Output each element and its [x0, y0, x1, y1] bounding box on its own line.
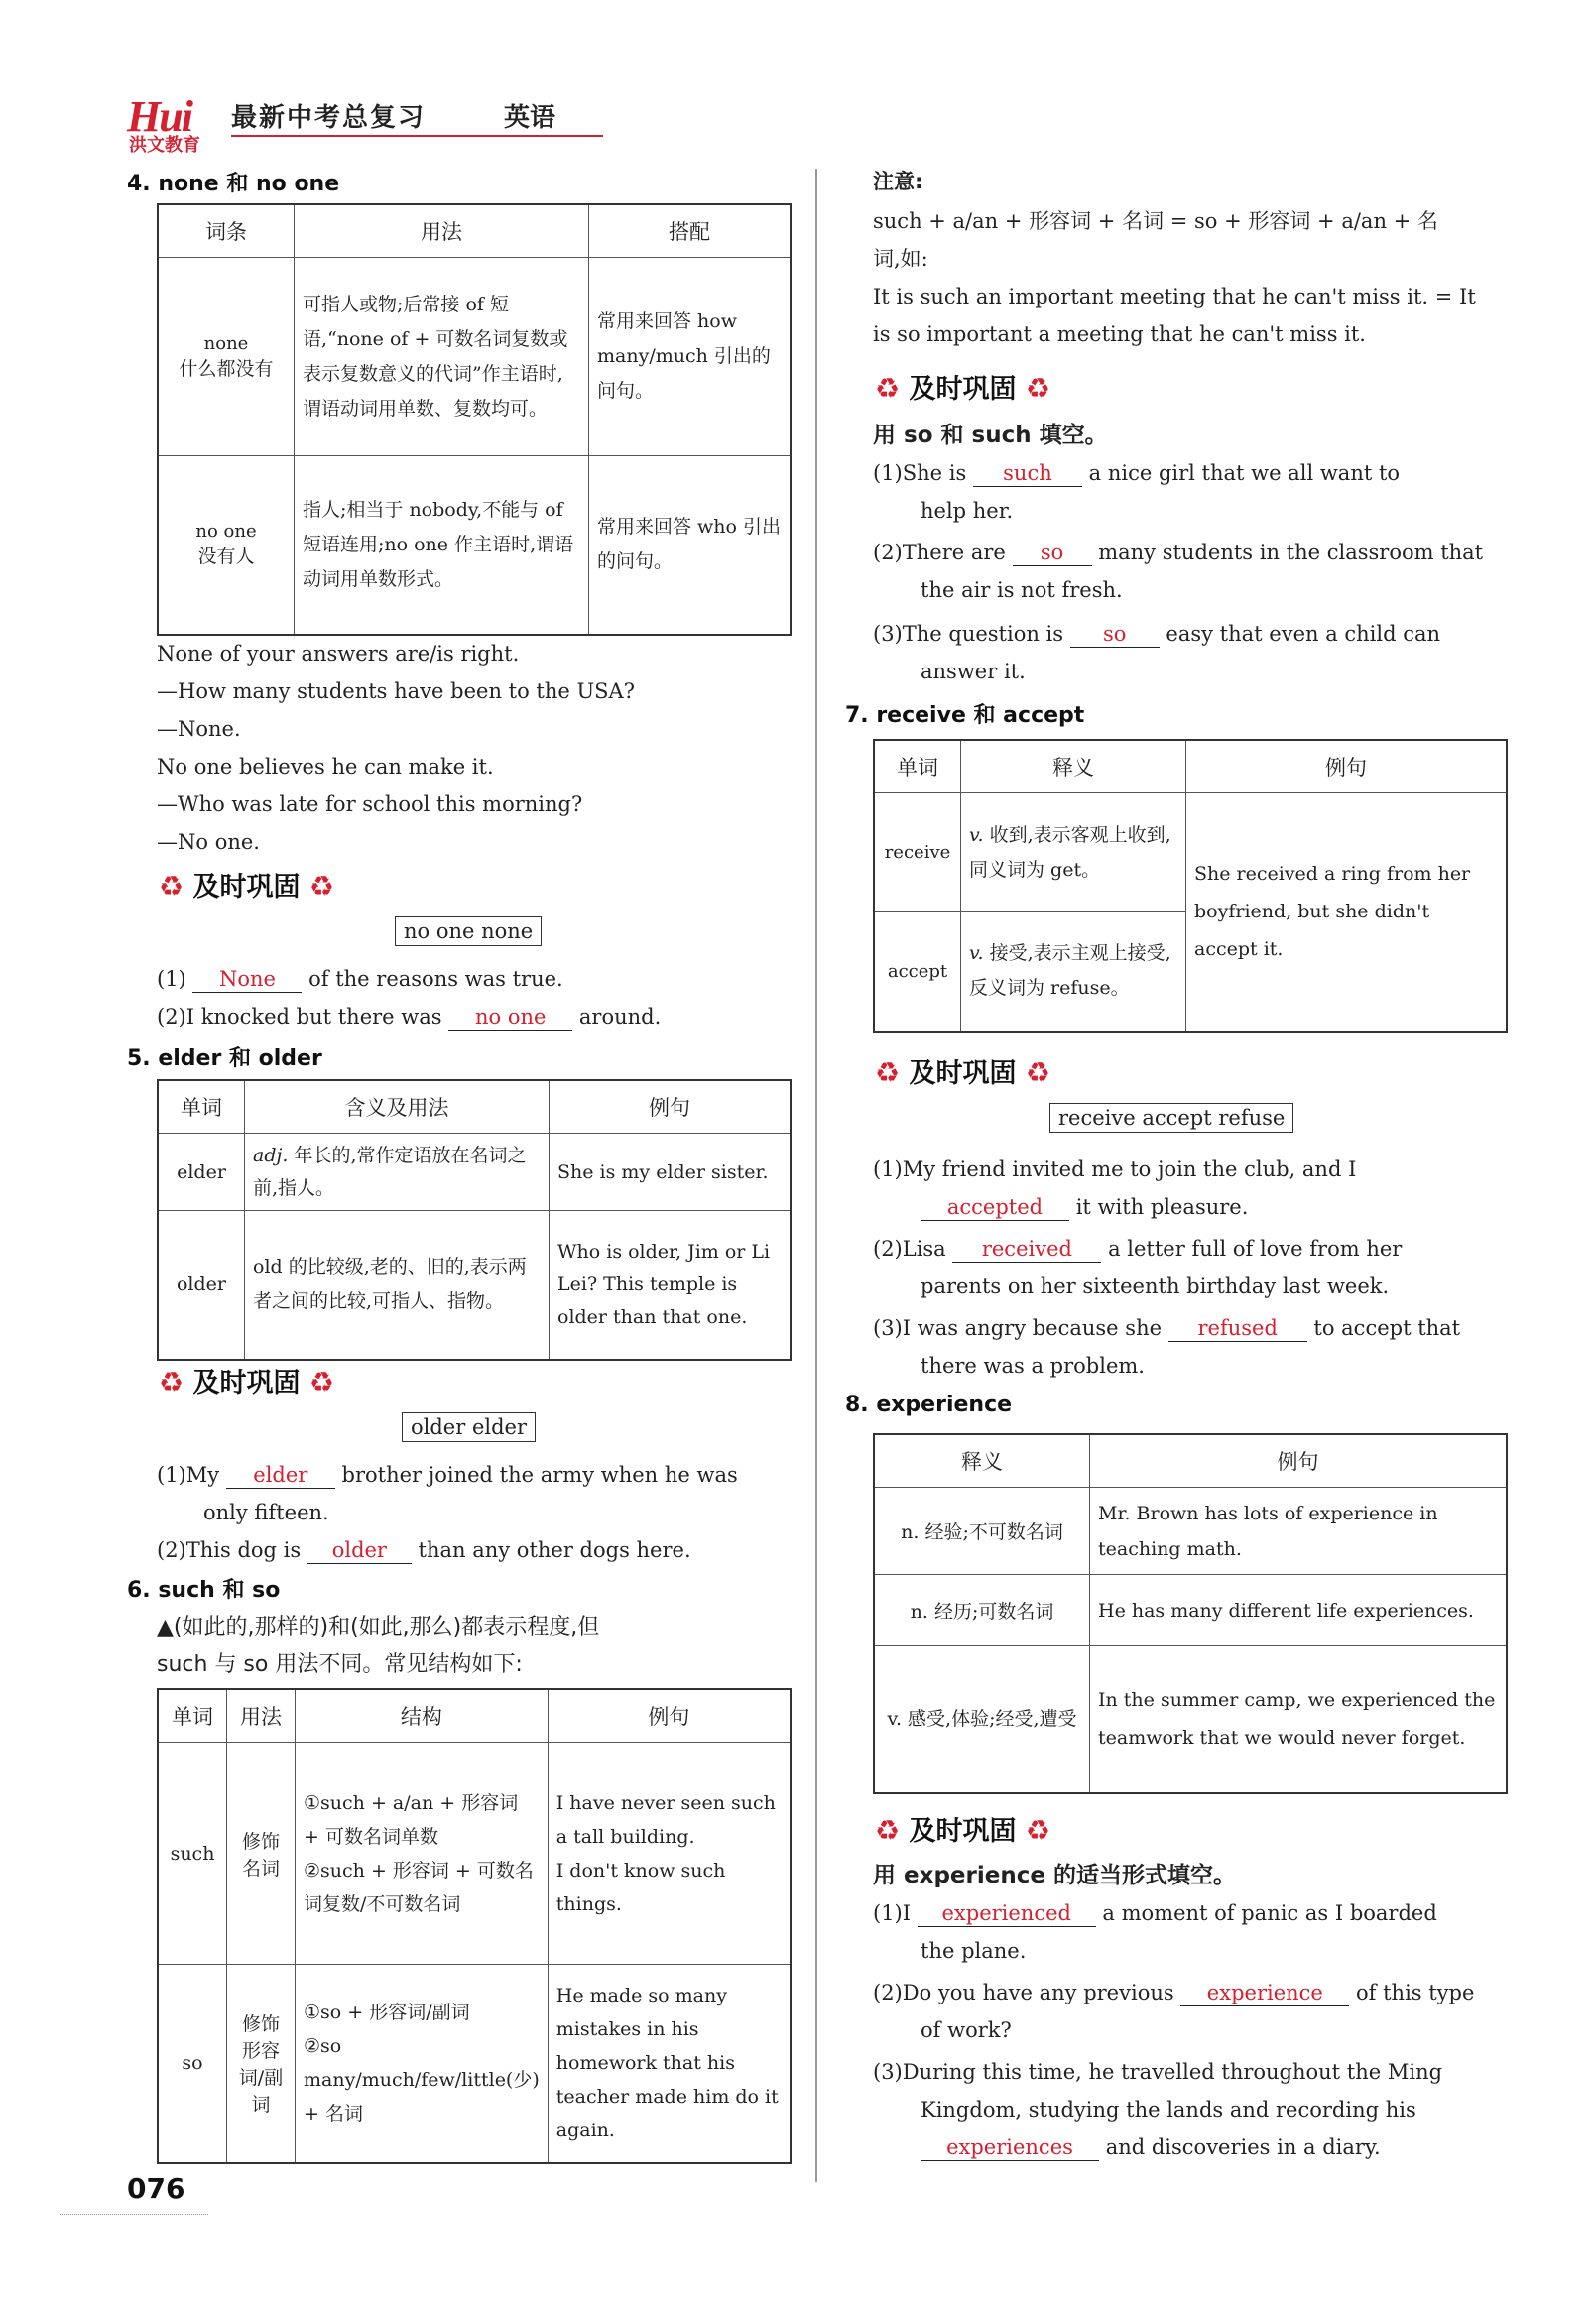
recycle-icon: ♻ — [159, 870, 184, 903]
word-cell: receive — [874, 793, 961, 912]
question-8-3: (3)During this time, he travelled throughout the Ming — [873, 2060, 1443, 2084]
page-number: 076 — [127, 2172, 185, 2205]
table-header-row — [874, 740, 1507, 793]
q-prefix: (1)My — [157, 1463, 220, 1487]
example-line: I have never seen such a tall building. — [555, 1791, 776, 1848]
header-cell: 用法 — [227, 1689, 296, 1743]
consolidate-label: 及时巩固 — [909, 1816, 1017, 1847]
question-5-1 — [157, 1456, 738, 1494]
answer-blank[interactable]: elder — [226, 1462, 335, 1489]
publisher-name: 洪文教育 — [129, 135, 200, 156]
answer-blank[interactable]: such — [973, 460, 1082, 487]
question-7-2-cont: parents on her sixteenth birthday last week. — [921, 1275, 1390, 1298]
table-header-row — [874, 1434, 1507, 1488]
recycle-icon: ♻ — [1025, 1814, 1051, 1847]
recycle-icon: ♻ — [159, 1366, 184, 1398]
answer-blank[interactable]: experiences — [921, 2134, 1099, 2161]
q-suffix: to accept that — [1313, 1316, 1461, 1340]
q-prefix: (1) — [157, 967, 186, 991]
match-cell: 常用来回答 how many/much 引出的问句。 — [589, 258, 792, 456]
usage-cell: 修饰名词 — [227, 1743, 296, 1965]
header-cell: 单词 — [874, 740, 961, 793]
pos-label: v. — [969, 942, 984, 965]
q-suffix: than any other dogs here. — [418, 1538, 691, 1562]
examples-block — [157, 635, 801, 861]
example-line: —How many students have been to the USA? — [157, 679, 635, 703]
consolidate-heading — [875, 367, 1050, 406]
example-cell: She received a ring from her boyfriend, but she didn't accept it. — [1186, 793, 1508, 1032]
book-title: 最新中考总复习 — [231, 103, 427, 133]
q-prefix: (3)The question is — [873, 622, 1064, 646]
term-cn: 没有人 — [197, 546, 255, 568]
answer-blank[interactable]: refused — [1168, 1315, 1307, 1342]
header-cell: 释义 — [874, 1434, 1090, 1488]
table-row — [158, 1211, 791, 1360]
none-noone-table — [157, 203, 792, 636]
header-cell: 例句 — [1186, 740, 1508, 793]
q-prefix: (2)This dog is — [157, 1538, 302, 1562]
question-4-2 — [157, 998, 661, 1035]
example-cell: She is my elder sister. — [550, 1134, 792, 1211]
recycle-icon: ♻ — [875, 1056, 901, 1089]
consolidate-heading — [159, 865, 334, 904]
q-suffix: easy that even a child can — [1166, 622, 1441, 646]
elder-older-table — [157, 1079, 792, 1361]
example-line: None of your answers are/is right. — [157, 642, 520, 666]
example-line: No one believes he can make it. — [157, 755, 494, 779]
pos-label: v. — [969, 823, 984, 846]
answer-blank[interactable]: experience — [1180, 1980, 1349, 2006]
term-cell — [158, 258, 295, 456]
answer-blank[interactable]: so — [1070, 621, 1160, 648]
table-header-row — [158, 204, 791, 258]
column-divider — [815, 169, 817, 2182]
example-cell: Who is older, Jim or Li Lei? This temple is older than that one. — [550, 1211, 792, 1360]
consolidate-label: 及时巩固 — [192, 872, 301, 903]
header-cell: 单词 — [158, 1080, 245, 1134]
meaning-cell — [961, 793, 1186, 912]
question-7-1-cont — [921, 1188, 1248, 1226]
question-5-1-cont: only fifteen. — [203, 1501, 329, 1524]
table-row — [874, 1646, 1507, 1793]
meaning-cell: n. 经验;不可数名词 — [874, 1488, 1090, 1575]
q-suffix: a nice girl that we all want to — [1088, 461, 1401, 485]
meaning-cell — [961, 912, 1186, 1032]
usage-cell: old 的比较级,老的、旧的,表示两者之间的比较,可指人、指物。 — [245, 1211, 550, 1360]
example-line: I don't know such things. — [555, 1859, 726, 1915]
usage-cell: 指人;相当于 nobody,不能与 of 短语连用;no one 作主语时,谓语动词用单数形式。 — [295, 456, 589, 635]
question-6-1 — [873, 454, 1400, 492]
pos-label: adj. — [253, 1144, 289, 1166]
receive-accept-table — [873, 739, 1508, 1033]
note-line: such + a/an + 形容词 + 名词 = so + 形容词 + a/an + 名 — [873, 209, 1438, 233]
usage-cell: 可指人或物;后常接 of 短语,“none of + 可数名词复数或表示复数意义的代词”作主语时,谓语动词用单数、复数均可。 — [295, 258, 589, 456]
such-so-table — [157, 1688, 792, 2164]
answer-blank[interactable]: no one — [448, 1004, 572, 1031]
answer-blank[interactable]: None — [192, 966, 302, 993]
table-row — [158, 258, 791, 456]
consolidate-heading — [875, 1051, 1050, 1090]
q-prefix: (3)I was angry because she — [873, 1316, 1163, 1340]
book-subject: 英语 — [504, 103, 556, 133]
page-header — [127, 91, 603, 156]
section-4-title: 4. none 和 no one — [127, 172, 340, 196]
question-7-1 — [873, 1151, 1356, 1188]
word-box — [395, 916, 542, 946]
question-8-3-cont: Kingdom, studying the lands and recording his — [921, 2098, 1416, 2122]
q-suffix: around. — [578, 1005, 662, 1029]
structure-cell — [296, 1965, 549, 2163]
answer-blank[interactable]: received — [952, 1236, 1101, 1263]
question-8-3-cont2 — [921, 2128, 1381, 2166]
q-suffix: a moment of panic as I boarded — [1102, 1901, 1437, 1925]
answer-blank[interactable]: accepted — [921, 1194, 1069, 1221]
note-line: is so important a meeting that he can't miss it. — [873, 322, 1366, 346]
q-suffix: brother joined the army when he was — [341, 1463, 738, 1487]
header-cell: 含义及用法 — [245, 1080, 550, 1134]
meaning-cell: v. 感受,体验;经受,遭受 — [874, 1646, 1090, 1793]
intro-line: ▲(如此的,那样的)和(如此,那么)都表示程度,但 — [157, 1615, 600, 1640]
word-cell: older — [158, 1211, 245, 1360]
word-box — [402, 1412, 536, 1442]
question-6-2 — [873, 534, 1483, 571]
structure-line: ②so many/much/few/little(少) + 名词 — [304, 2035, 540, 2126]
example-cell: In the summer camp, we experienced the teamwork that we would never forget. — [1090, 1646, 1508, 1793]
note-line: It is such an important meeting that he can't miss it. = It — [873, 285, 1476, 308]
recycle-icon: ♻ — [308, 1366, 335, 1398]
sec8-instruction: 用 experience 的适当形式填空。 — [873, 1863, 1236, 1888]
table-row — [874, 793, 1507, 912]
table-row — [874, 1488, 1507, 1575]
header-cell: 例句 — [550, 1080, 792, 1134]
example-cell — [548, 1743, 791, 1965]
question-8-2-cont: of work? — [921, 2018, 1012, 2042]
page-number-underline — [60, 2214, 208, 2215]
note-body — [873, 202, 1508, 353]
section-6-intro — [157, 1609, 599, 1684]
word-cell: accept — [874, 912, 961, 1032]
word-cell: such — [158, 1743, 227, 1965]
q-suffix: many students in the classroom that — [1098, 541, 1484, 564]
word-cell: so — [158, 1965, 227, 2163]
section-6-title: 6. such 和 so — [127, 1578, 281, 1603]
example-line: —No one. — [157, 830, 260, 854]
term-cell — [158, 456, 295, 635]
usage-cell — [245, 1134, 550, 1211]
structure-line: ①such + a/an + 形容词 + 可数名词单数 — [304, 1791, 519, 1848]
word-box-text: older elder — [402, 1412, 536, 1442]
question-6-3 — [873, 615, 1440, 653]
question-4-1 — [157, 960, 563, 998]
question-7-3-cont: there was a problem. — [921, 1354, 1145, 1378]
section-5-title: 5. elder 和 older — [127, 1046, 322, 1071]
table-header-row — [158, 1080, 791, 1134]
q-prefix: (1)She is — [873, 461, 967, 485]
note-line: 词,如: — [873, 247, 928, 271]
question-6-2-cont: the air is not fresh. — [921, 578, 1123, 602]
q-prefix: (2)I knocked but there was — [157, 1005, 442, 1029]
q-prefix: (2)There are — [873, 541, 1006, 564]
header-cell: 结构 — [296, 1689, 549, 1743]
table-row — [158, 1134, 791, 1211]
usage-cell: 修饰形容词/副词 — [227, 1965, 296, 2163]
question-8-1-cont: the plane. — [921, 1939, 1027, 1963]
recycle-icon: ♻ — [875, 372, 901, 405]
table-header-row — [158, 1689, 791, 1743]
table-row — [158, 1743, 791, 1965]
structure-line: ②such + 形容词 + 可数名词复数/不可数名词 — [304, 1859, 534, 1915]
example-line: —None. — [157, 717, 241, 741]
consolidate-label: 及时巩固 — [192, 1368, 301, 1398]
consolidate-heading — [875, 1809, 1050, 1848]
question-6-3-cont: answer it. — [921, 660, 1026, 683]
q-suffix: of this type — [1356, 1981, 1475, 2004]
answer-blank[interactable]: so — [1013, 540, 1092, 566]
term-en: no one — [195, 521, 257, 543]
example-cell: He has many different life experiences. — [1090, 1575, 1508, 1646]
example-line: —Who was late for school this morning? — [157, 792, 583, 816]
consolidate-label: 及时巩固 — [909, 374, 1017, 405]
table-row — [874, 1575, 1507, 1646]
q-suffix: and discoveries in a diary. — [1105, 2135, 1381, 2159]
header-cell: 释义 — [961, 740, 1186, 793]
meaning-text: 收到,表示客观上收到,同义词为 get。 — [969, 823, 1171, 881]
question-5-2 — [157, 1531, 691, 1569]
q-suffix: of the reasons was true. — [308, 967, 563, 991]
question-6-1-cont: help her. — [921, 499, 1014, 523]
question-7-2 — [873, 1230, 1402, 1268]
usage-text: 年长的,常作定语放在名词之前,指人。 — [253, 1144, 527, 1199]
section-8-title: 8. experience — [845, 1393, 1013, 1417]
structure-line: ①so + 形容词/副词 — [304, 2002, 470, 2024]
section-7-title: 7. receive 和 accept — [845, 703, 1085, 728]
header-cell: 单词 — [158, 1689, 227, 1743]
match-cell: 常用来回答 who 引出的问句。 — [589, 456, 792, 635]
table-row — [158, 456, 791, 635]
recycle-icon: ♻ — [875, 1814, 901, 1847]
meaning-text: 接受,表示主观上接受,反义词为 refuse。 — [969, 942, 1171, 1000]
example-cell: Mr. Brown has lots of experience in teaching math. — [1090, 1488, 1508, 1575]
answer-blank[interactable]: older — [307, 1537, 412, 1564]
publisher-logo: Hui — [127, 92, 191, 141]
word-box-text: receive accept refuse — [1049, 1103, 1293, 1133]
q-prefix: (1)I — [873, 1901, 912, 1925]
q-suffix: it with pleasure. — [1075, 1195, 1249, 1219]
meaning-cell: n. 经历;可数名词 — [874, 1575, 1090, 1646]
header-cell: 用法 — [295, 204, 589, 258]
experience-table — [873, 1433, 1508, 1794]
header-cell: 例句 — [548, 1689, 791, 1743]
q-prefix: (2)Do you have any previous — [873, 1981, 1174, 2004]
word-cell: elder — [158, 1134, 245, 1211]
answer-blank[interactable]: experienced — [918, 1900, 1096, 1927]
sec6-instruction: 用 so 和 such 填空。 — [873, 423, 1108, 448]
header-underline — [231, 135, 603, 137]
structure-cell — [296, 1743, 549, 1965]
consolidate-label: 及时巩固 — [909, 1058, 1017, 1089]
header-cell: 例句 — [1090, 1434, 1508, 1488]
term-en: none — [203, 332, 249, 354]
q-prefix: (2)Lisa — [873, 1237, 946, 1261]
consolidate-heading — [159, 1361, 334, 1399]
question-7-3 — [873, 1309, 1460, 1347]
question-8-1 — [873, 1894, 1437, 1932]
recycle-icon: ♻ — [308, 870, 335, 903]
table-row — [158, 1965, 791, 2163]
q-prefix: (1)My friend invited me to join the club, and I — [873, 1157, 1357, 1181]
word-box-text: no one none — [395, 916, 542, 946]
intro-line: such 与 so 用法不同。常见结构如下: — [157, 1652, 523, 1677]
recycle-icon: ♻ — [1025, 372, 1051, 405]
header-cell: 词条 — [158, 204, 295, 258]
q-suffix: a letter full of love from her — [1108, 1237, 1403, 1261]
note-title: 注意: — [873, 170, 923, 193]
question-8-2 — [873, 1974, 1474, 2011]
term-cn: 什么都没有 — [179, 357, 274, 380]
example-cell: He made so many mistakes in his homework that his teacher made him do it again. — [548, 1965, 791, 2163]
recycle-icon: ♻ — [1025, 1056, 1051, 1089]
header-cell: 搭配 — [589, 204, 792, 258]
word-box — [1049, 1103, 1293, 1133]
